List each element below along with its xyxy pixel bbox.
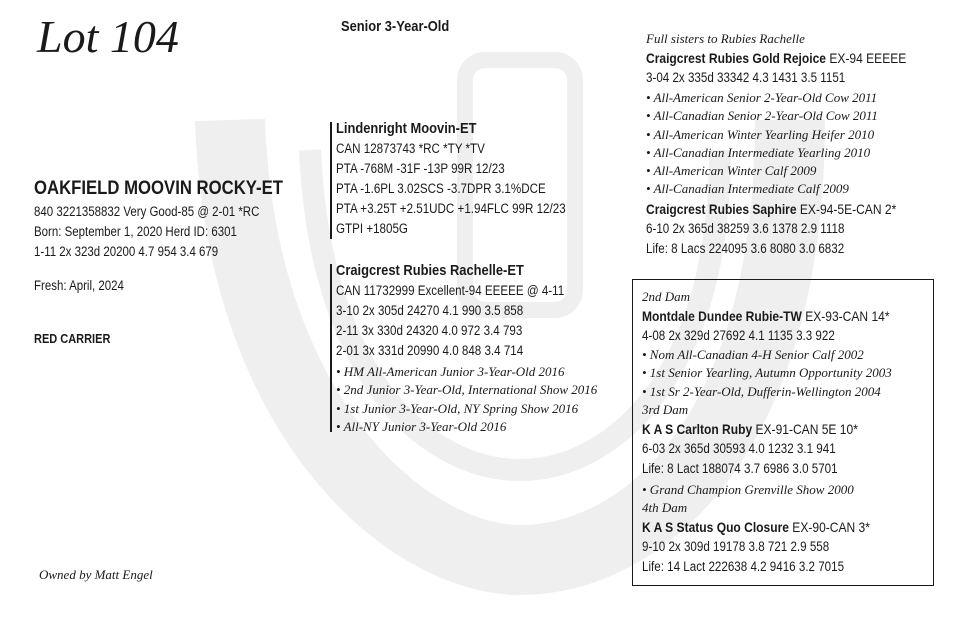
dam4-heading: 4th Dam <box>642 500 688 516</box>
sister1-honor: • All-American Senior 2-Year-Old Cow 2011 <box>646 90 878 105</box>
dam-name: Craigcrest Rubies Rachelle-ET <box>336 262 524 279</box>
dam-honor: • All-NY Junior 3-Year-Old 2016 <box>336 418 507 434</box>
sister1-honor: • All-American Winter Calf 2009 <box>646 163 817 179</box>
dam-block <box>336 261 601 436</box>
dam2-honor: • 1st Sr 2-Year-Old, Dufferin-Wellington 2004 <box>642 383 881 399</box>
sister2-classification: EX-94-5E-CAN 2* <box>796 200 897 217</box>
class-label: Senior 3-Year-Old <box>341 18 450 35</box>
dam-record-line-3: 2-01 3x 331d 20990 4.0 848 3.4 714 <box>336 343 524 358</box>
sister2-name-line <box>646 199 906 219</box>
dam2-name: Montdale Dundee Rubie-TW <box>642 308 802 324</box>
dam2-honor: • Nom All-Canadian 4-H Senior Calf 2002 <box>642 347 864 362</box>
sire-gtpi-line: GTPI +1805G <box>336 221 408 236</box>
sire-bracket <box>330 122 332 239</box>
full-sisters-block <box>646 30 949 259</box>
animal-id-line: 840 3221358832 Very Good-85 @ 2-01 *RC <box>34 204 260 219</box>
owner-line: Owned by Matt Engel <box>39 567 153 582</box>
sister1-honor: • All-Canadian Senior 2-Year-Old Cow 2011 <box>646 108 878 124</box>
sister2-lifetime: Life: 8 Lacs 224095 3.6 8080 3.0 6832 <box>646 240 845 256</box>
sister1-record: 3-04 2x 335d 33342 4.3 1431 3.5 1151 <box>646 70 846 85</box>
dam2-classification: EX-93-CAN 14* <box>801 308 890 324</box>
full-sisters-heading: Full sisters to Rubies Rachelle <box>646 31 805 46</box>
dam3-heading: 3rd Dam <box>642 401 689 417</box>
sister1-honor: • All-Canadian Intermediate Calf 2009 <box>646 181 849 197</box>
dam2-honor: • 1st Senior Yearling, Autumn Opportunity 2003 <box>642 365 892 381</box>
sire-pta-line-1: PTA -768M -31F -13P 99R 12/23 <box>336 161 505 176</box>
dam2-heading: 2nd Dam <box>642 289 691 304</box>
sire-block <box>336 119 603 239</box>
dam3-name: K A S Carlton Ruby <box>642 420 753 437</box>
dam-reg-line: CAN 11732999 Excellent-94 EEEEE @ 4-11 <box>336 283 565 298</box>
animal-record-line: 1-11 2x 323d 20200 4.7 954 3.4 679 <box>34 244 219 259</box>
dam-honor: • 2nd Junior 3-Year-Old, International Show 2016 <box>336 382 598 398</box>
sire-pta-line-3: PTA +3.25T +2.51UDC +1.94FLC 99R 12/23 <box>336 201 566 216</box>
dam3-classification: EX-91-CAN 5E 10* <box>752 420 858 437</box>
sister1-honor: • All-American Winter Yearling Heifer 2010 <box>646 126 875 142</box>
dam4-record: 9-10 2x 309d 19178 3.8 721 2.9 558 <box>642 539 830 555</box>
sire-name: Lindenright Moovin-ET <box>336 120 477 137</box>
dam-honor: • 1st Junior 3-Year-Old, NY Spring Show 2016 <box>336 400 579 416</box>
dam-bracket <box>330 264 332 432</box>
red-carrier-label: RED CARRIER <box>34 332 111 346</box>
sister2-name: Craigcrest Rubies Saphire <box>646 200 797 217</box>
dam3-lifetime: Life: 8 Lact 188074 3.7 6986 3.0 5701 <box>642 460 838 476</box>
dam-record-line-2: 2-11 3x 330d 24320 4.0 972 3.4 793 <box>336 323 523 338</box>
lot-title: Lot 104 <box>37 11 179 62</box>
sister2-record: 6-10 2x 365d 38259 3.6 1378 2.9 1118 <box>646 220 845 236</box>
dam4-name: K A S Status Quo Closure <box>642 519 789 536</box>
sister1-name: Craigcrest Rubies Gold Rejoice <box>646 50 826 66</box>
fresh-date: Fresh: April, 2024 <box>34 278 124 293</box>
dam-record-line-1: 3-10 2x 305d 24270 4.1 990 3.5 858 <box>336 303 524 318</box>
animal-name: OAKFIELD MOOVIN ROCKY-ET <box>34 178 283 199</box>
dam4-lifetime: Life: 14 Lact 222638 4.2 9416 3.2 7015 <box>642 559 845 575</box>
sire-pta-line-2: PTA -1.6PL 3.02SCS -3.7DPR 3.1%DCE <box>336 181 546 196</box>
sire-reg-line: CAN 12873743 *RC *TY *TV <box>336 141 485 156</box>
maternal-pedigree <box>642 288 930 577</box>
dam2-record: 4-08 2x 329d 27692 4.1 1135 3.3 922 <box>642 328 835 343</box>
dam4-name-line <box>642 517 890 537</box>
sister1-name-line <box>646 48 906 68</box>
dam4-classification: EX-90-CAN 3* <box>788 519 870 536</box>
dam3-honor: • Grand Champion Grenville Show 2000 <box>642 481 854 497</box>
dam-honor: • HM All-American Junior 3-Year-Old 2016 <box>336 364 565 379</box>
dam3-name-line <box>642 419 890 439</box>
sister1-honor: • All-Canadian Intermediate Yearling 2010 <box>646 144 871 160</box>
dam3-record: 6-03 2x 365d 30593 4.0 1232 3.1 941 <box>642 440 836 456</box>
animal-info <box>34 178 317 262</box>
dam2-name-line <box>642 306 890 326</box>
animal-born-line: Born: September 1, 2020 Herd ID: 6301 <box>34 224 237 239</box>
sister1-classification: EX-94 EEEEE <box>825 50 907 66</box>
